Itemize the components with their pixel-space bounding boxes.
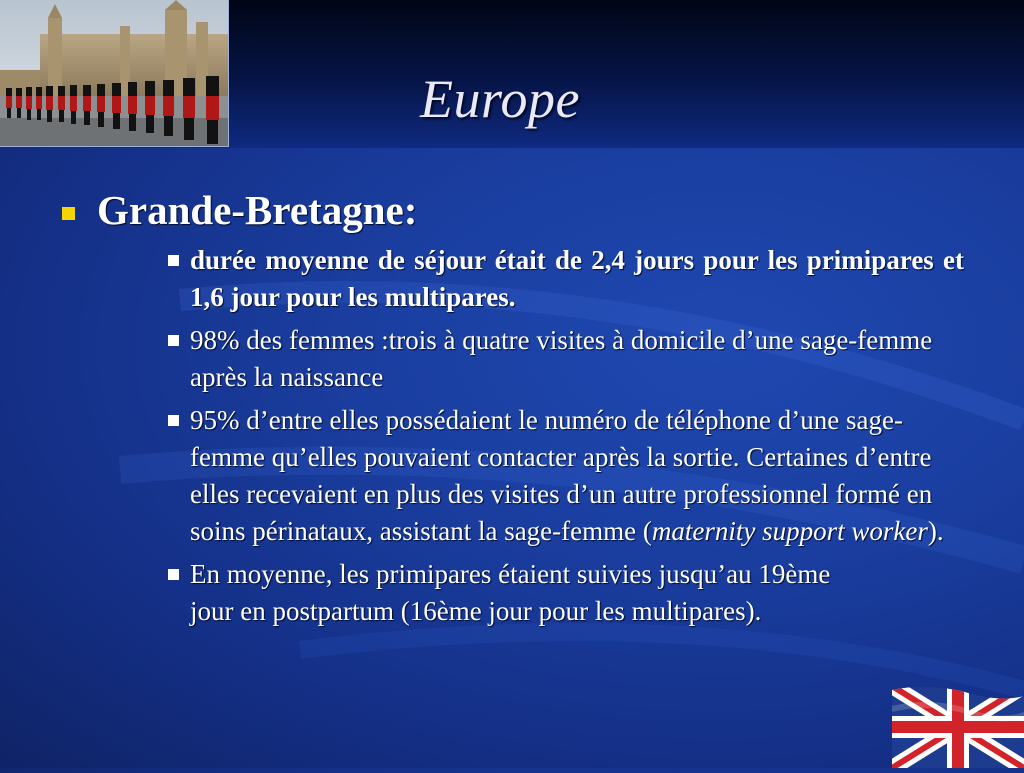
section-heading: Grande-Bretagne: bbox=[97, 187, 418, 233]
bullet-list bbox=[166, 242, 964, 636]
list-item bbox=[166, 242, 964, 316]
bullet-text: En moyenne, les primipares étaient suivies jusqu’au 19ème jour en postpartum (16ème jour pour les multipares). bbox=[190, 559, 831, 626]
bullet-text-italic: maternity support worker bbox=[651, 516, 928, 546]
bullet-text: durée moyenne de séjour était de 2,4 jours pour les primipares et 1,6 jour pour les multipares. bbox=[190, 245, 964, 312]
bullet-text: 98% des femmes :trois à quatre visites à domicile d’une sage-femme après la naissance bbox=[190, 325, 933, 392]
bullet-text-end: ). bbox=[927, 516, 944, 546]
square-bullet-icon bbox=[168, 335, 179, 346]
list-item bbox=[166, 322, 950, 396]
list-item bbox=[166, 402, 950, 550]
square-bullet-icon bbox=[168, 255, 179, 266]
square-bullet-icon bbox=[168, 415, 179, 426]
square-bullet-icon bbox=[168, 569, 179, 580]
bullet-text: 95% d’entre elles possédaient le numéro de téléphone d’une sage-femme qu’elles pouvaient contacter après la sortie. Certaines d’entre elles recevaient en plus des visites d’un autre professionnel formé en soins périnataux, assistant la sage-femme ( bbox=[190, 405, 933, 546]
level1-bullet-item bbox=[62, 186, 417, 234]
slide-title: Europe bbox=[420, 69, 580, 129]
union-jack-flag bbox=[892, 686, 1024, 768]
yellow-square-bullet-icon bbox=[62, 207, 75, 220]
list-item bbox=[166, 556, 880, 630]
parliament-guards-photo bbox=[0, 0, 229, 147]
